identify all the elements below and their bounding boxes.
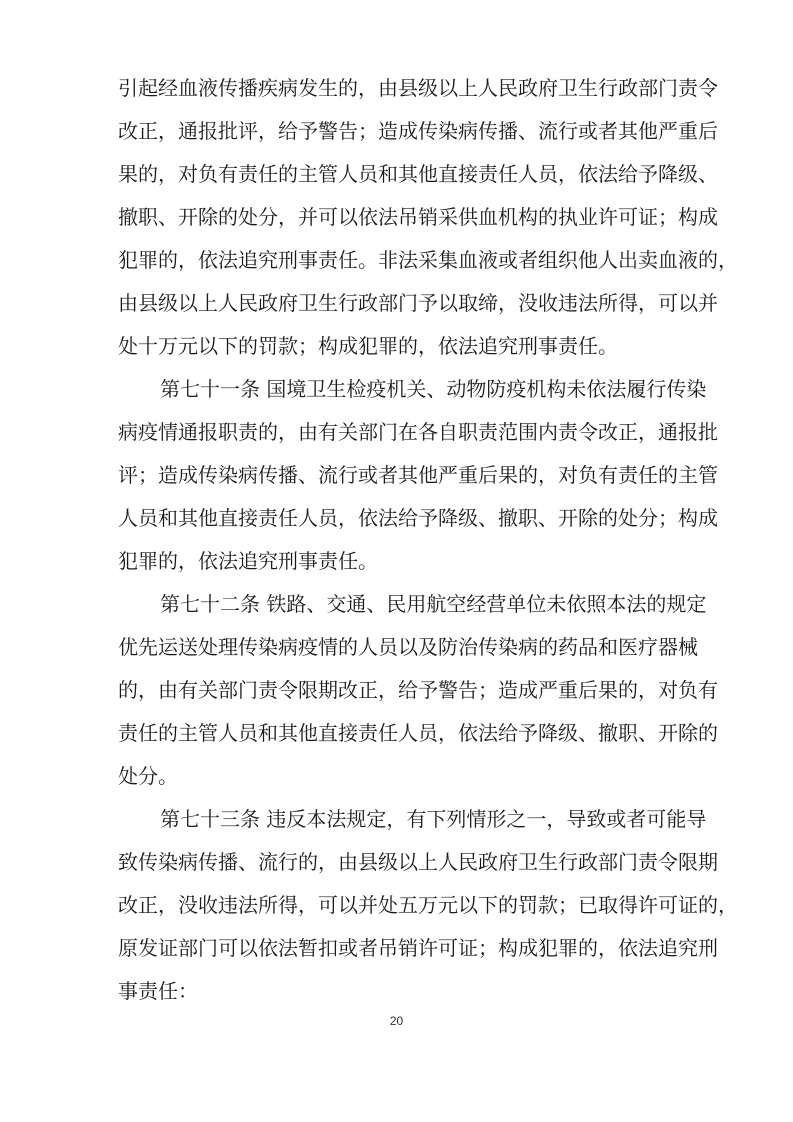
text-line: 处分。 [118,764,178,788]
text-line: 犯罪的，依法追究刑事责任。非法采集血液或者组织他人出卖血液的， [118,248,738,272]
text-line: 责任的主管人员和其他直接责任人员，依法给予降级、撤职、开除的 [118,721,718,745]
text-line: 原发证部门可以依法暂扣或者吊销许可证；构成犯罪的，依法追究刑 [118,936,718,960]
text-line: 优先运送处理传染病疫情的人员以及防治传染病的药品和医疗器械 [118,635,698,659]
text-line: 处十万元以下的罚款；构成犯罪的，依法追究刑事责任。 [118,334,618,358]
text-line: 引起经血液传播疾病发生的，由县级以上人民政府卫生行政部门责令 [118,76,718,100]
page-number: 20 [389,1014,404,1028]
text-line: 改正，没收违法所得，可以并处五万元以下的罚款；已取得许可证的， [118,893,738,917]
text-line: 评；造成传染病传播、流行或者其他严重后果的，对负有责任的主管 [118,463,718,487]
text-line: 果的，对负有责任的主管人员和其他直接责任人员，依法给予降级、 [118,162,718,186]
text-line: 撤职、开除的处分，并可以依法吊销采供血机构的执业许可证；构成 [118,205,718,229]
text-line: 第七十二条 铁路、交通、民用航空经营单位未依照本法的规定 [160,592,707,616]
text-line: 犯罪的，依法追究刑事责任。 [118,549,378,573]
text-line: 改正，通报批评，给予警告；造成传染病传播、流行或者其他严重后 [118,119,718,143]
text-line: 人员和其他直接责任人员，依法给予降级、撤职、开除的处分；构成 [118,506,718,530]
text-line: 第七十一条 国境卫生检疫机关、动物防疫机构未依法履行传染 [160,377,707,401]
text-line: 第七十三条 违反本法规定，有下列情形之一，导致或者可能导 [160,807,707,831]
text-line: 病疫情通报职责的，由有关部门在各自职责范围内责令改正，通报批 [118,420,718,444]
text-line: 的，由有关部门责令限期改正，给予警告；造成严重后果的，对负有 [118,678,718,702]
text-line: 致传染病传播、流行的，由县级以上人民政府卫生行政部门责令限期 [118,850,718,874]
text-line: 事责任： [118,979,198,1003]
text-line: 由县级以上人民政府卫生行政部门予以取缔，没收违法所得，可以并 [118,291,718,315]
